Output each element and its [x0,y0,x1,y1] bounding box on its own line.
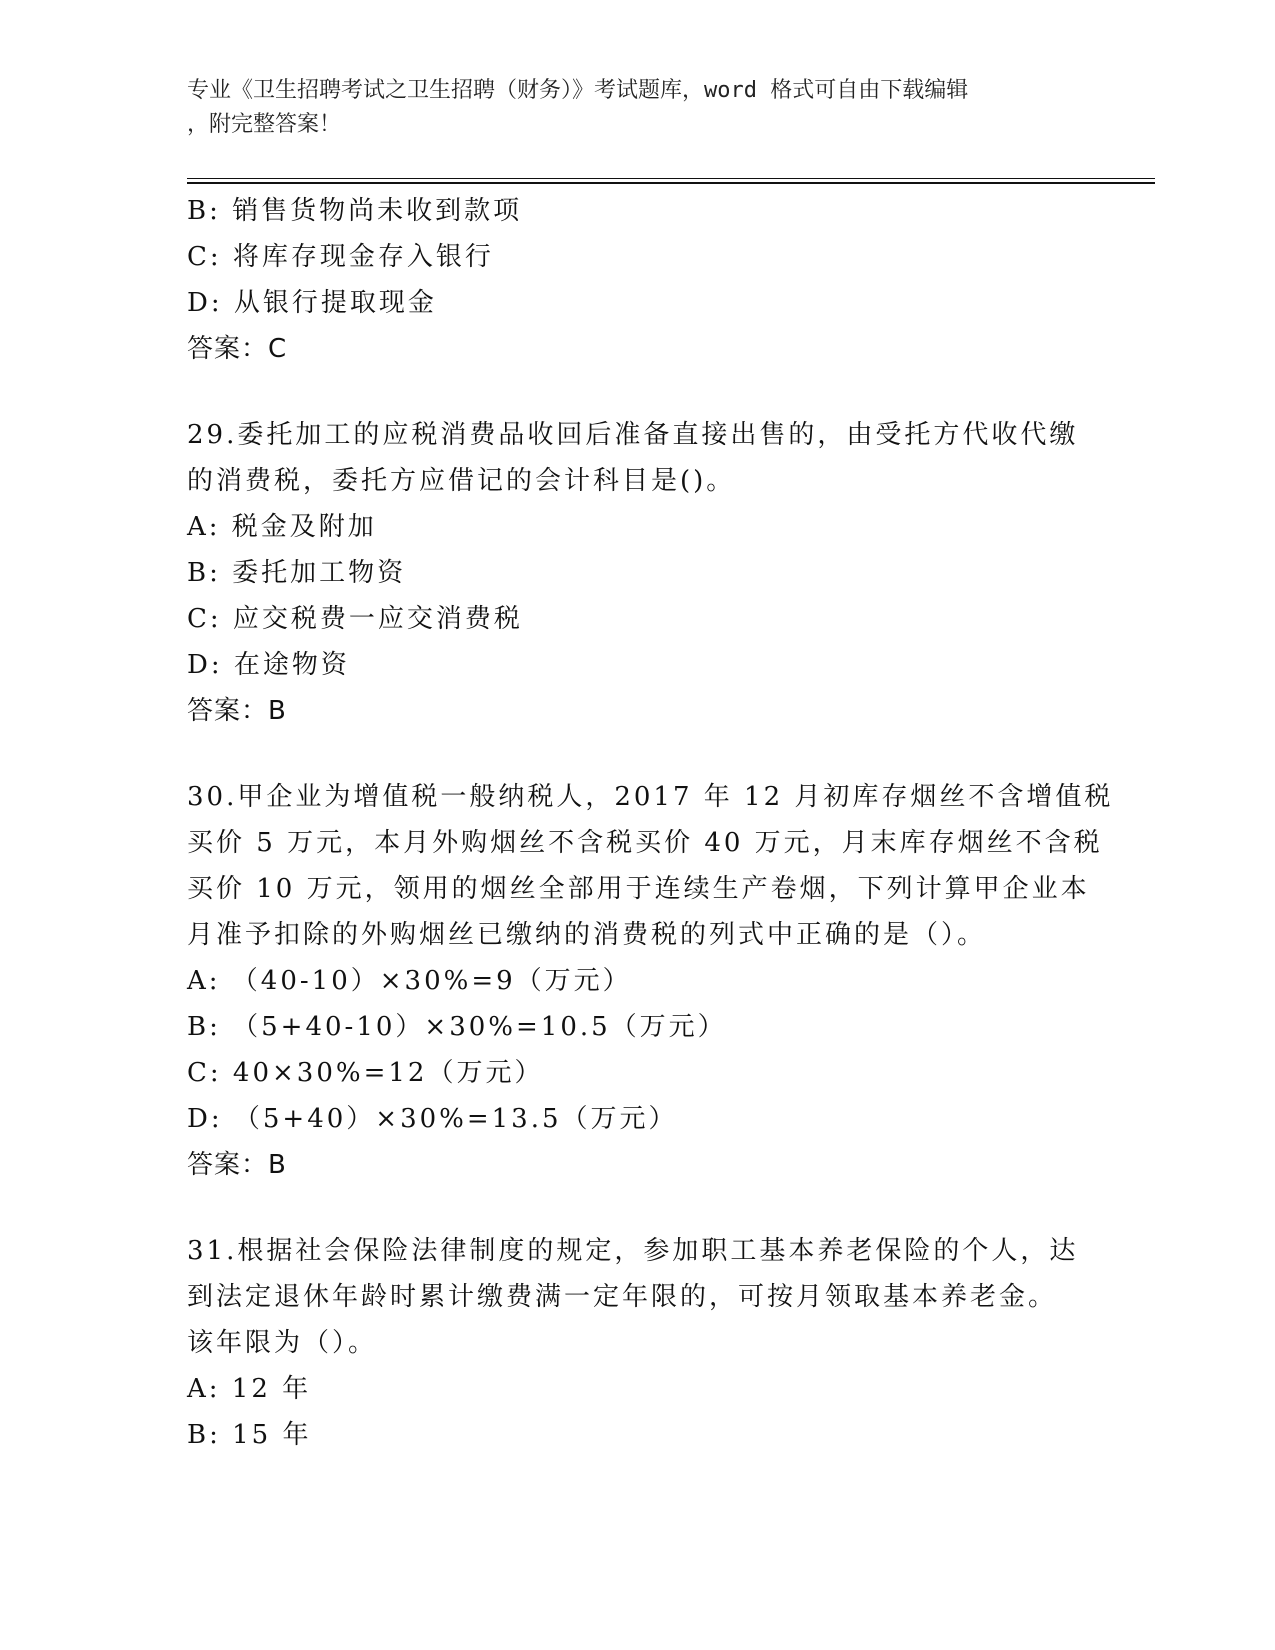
question-text-line: 29.委托加工的应税消费品收回后准备直接出售的，由受托方代收代缴 [187,420,1079,450]
question-text-line: 30.甲企业为增值税一般纳税人，2017 年 12 月初库存烟丝不含增值税 [187,782,1114,812]
option-b: B: 委托加工物资 [187,558,407,588]
question-text-line: 31.根据社会保险法律制度的规定，参加职工基本养老保险的个人，达 [187,1236,1079,1266]
question-30 [187,774,1114,1188]
header-divider-thick [187,182,1155,184]
question-31 [187,1228,1087,1458]
question-text-line: 到法定退休年龄时累计缴费满一定年限的，可按月领取基本养老金。 [187,1282,1058,1312]
question-29 [187,412,1087,734]
answer-line: 答案：B [187,696,287,726]
header-line-2: ，附完整答案！ [187,112,342,137]
document-body [187,188,1114,1458]
answer-line: 答案：C [187,334,288,364]
header-line-1: 专业《卫生招聘考试之卫生招聘（财务）》考试题库，word 格式可自由下载编辑 [187,78,969,103]
question-text-line: 月准予扣除的外购烟丝已缴纳的消费税的列式中正确的是（）。 [187,920,987,950]
option-c: C: 应交税费一应交消费税 [187,604,523,634]
question-text-line: 买价 10 万元，领用的烟丝全部用于连续生产卷烟，下列计算甲企业本 [187,874,1090,904]
option-b: B: （5+40-10）×30%=10.5（万元） [187,1012,727,1042]
option-c: C: 将库存现金存入银行 [187,242,494,272]
question-text-line: 买价 5 万元，本月外购烟丝不含税买价 40 万元，月末库存烟丝不含税 [187,828,1103,858]
option-d: D: （5+40）×30%=13.5（万元） [187,1104,678,1134]
option-b: B: 销售货物尚未收到款项 [187,196,523,226]
option-d: D: 从银行提取现金 [187,288,437,318]
option-a: A: 税金及附加 [187,512,377,542]
question-text-line: 该年限为（）。 [187,1328,378,1358]
option-d: D: 在途物资 [187,650,350,680]
option-a: A: （40-10）×30%=9（万元） [187,966,632,996]
option-c: C: 40×30%=12（万元） [187,1058,544,1088]
option-b: B: 15 年 [187,1420,312,1450]
question-text-line: 的消费税，委托方应借记的会计科目是()。 [187,466,736,496]
option-a: A: 12 年 [187,1374,312,1404]
question-28-continued [187,188,1087,372]
page-header [187,74,1087,142]
header-divider [187,178,1155,179]
answer-line: 答案：B [187,1150,287,1180]
